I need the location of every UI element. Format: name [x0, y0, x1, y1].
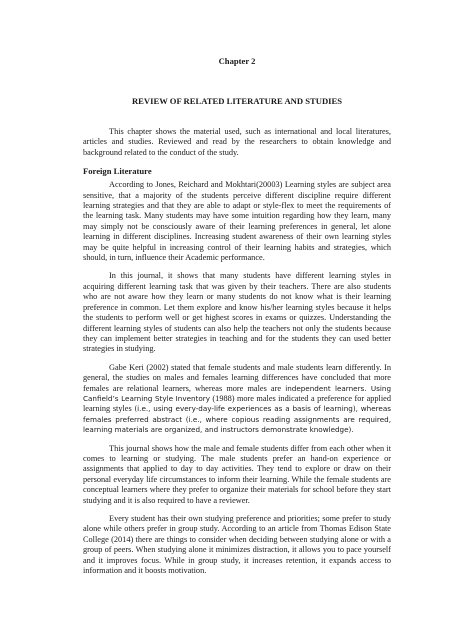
- intro-paragraph: This chapter shows the material used, such as international and local literatures, articles and studies. Reviewed and read by the researchers to obtain knowledge and background related to the conduct of the study.: [83, 127, 391, 157]
- chapter-label: Chapter 2: [218, 56, 256, 66]
- body-paragraph: Every student has their own studying preference and priorities; some prefer to study alone while others prefer in group study. According to an article from Thomas Edison State College (2014) there are things to consider when deciding between studying alone or with a group of peers. When studying alone it minimizes distraction, it allows you to pace yourself and it improves focus. While in group study, it increases retention, it expands access to information and it boosts motivation.: [83, 514, 391, 576]
- body-paragraph: According to Jones, Reichard and Mokhtari(20003) Learning styles are subject area sensitive, that a majority of the students perceive different discipline require different learning strategies and that they are able to adapt or style-flex to meet the requirements of the learning task. Many students may have some intuition regarding how they learn, many may simply not be consciously aware of their learning preferences in general, let alone learning in different disciplines. Increasing student awareness of their own learning styles may be quite helpful in increasing control of their learning habits and strategies, which should, in turn, influence their Academic performance.: [83, 180, 391, 263]
- body-paragraph: [83, 363, 391, 436]
- body-paragraph: This journal shows how the male and female students differ from each other when it comes to learning or studying. The male students prefer an hand-on experience or assignments that applied to day to day activities. They tend to explore or draw on their personal everyday life circumstances to inform their learning. While the female students are conceptual learners where they prefer to organize their materials for school before they start studying and it is also required to have a reviewer.: [83, 443, 391, 505]
- paragraph-text: Gabe Keri (2002) stated that female students and male students learn differently. In general, the studies on males and females learning differences have concluded that more females are relational learners, whereas more males are: [83, 362, 391, 393]
- chapter-title: REVIEW OF RELATED LITERATURE AND STUDIES: [131, 96, 343, 106]
- section-heading: Foreign Literature: [83, 166, 152, 177]
- body-paragraph: In this journal, it shows that many students have different learning styles in acquiring different learning task that was given by their teachers. There are also students who are not aware how they learn or many students do not know what is their learning preference in common. Let them explore and know his/her learning styles because it helps the students to perform well or get highest scores in exams or quizzes. Understanding the different learning styles of students can also help the teachers not only the students because they can implement better strategies in teaching and for the students they can used better strategies in studying.: [83, 271, 391, 354]
- paragraph-text: (1988) more males indicated a preference for applied learning styles: [83, 393, 391, 414]
- paragraph-text-alt-font: (i.e., using every-day-life experiences as a basis of learning), whereas females preferred abstract (i.e., where copious reading assignments are required, learning materials are organized, and instructors demonstrate knowledge).: [83, 404, 391, 435]
- paragraph-text-alt-font: independent learners. Using Canfield’s Learning Style Inventory: [83, 383, 392, 403]
- document-body: [83, 127, 391, 584]
